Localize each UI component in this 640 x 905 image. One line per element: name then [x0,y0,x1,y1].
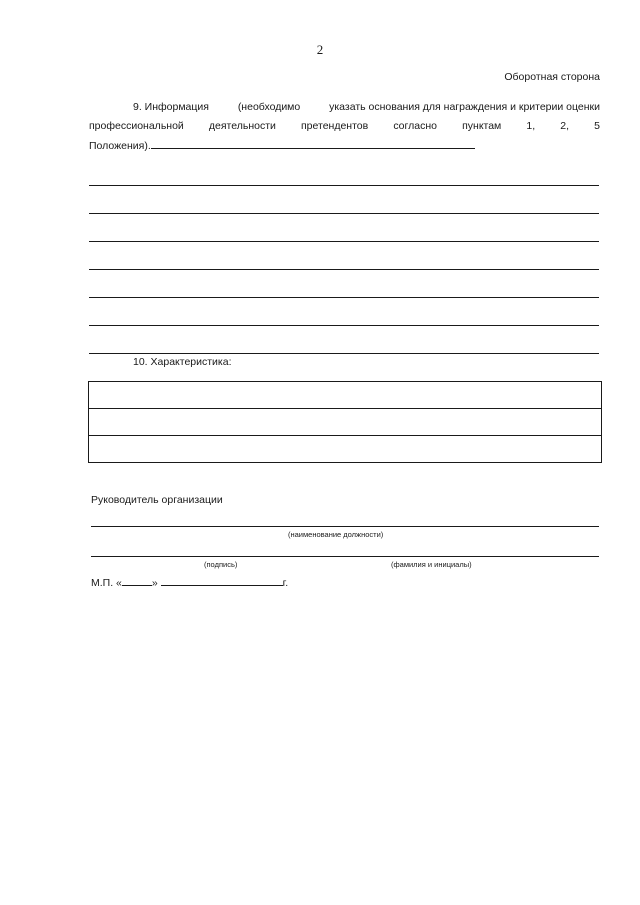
item-9-line-1 [89,98,600,117]
position-caption: (наименование должности) [288,530,384,539]
item-9-word: профессиональной [89,120,184,132]
table-row [89,436,602,463]
answer-line[interactable] [89,353,599,354]
item-9-word: согласно [393,120,437,132]
characteristic-cell[interactable] [89,382,602,409]
table-row [89,409,602,436]
item-9-information [89,98,600,156]
item-9-word: 9. Информация [133,101,209,113]
signature-name-line[interactable] [91,556,599,557]
item-9-line-2 [89,117,600,136]
signature-caption: (подпись) [204,560,238,569]
seal-prefix: М.П. « [91,577,122,589]
table-row [89,382,602,409]
item-9-word: указать основания для награждения и критерии оценки [329,101,600,113]
answer-line[interactable] [89,241,599,242]
name-caption: (фамилия и инициалы) [391,560,472,569]
day-field[interactable] [122,575,152,586]
seal-date-line [91,575,288,589]
answer-line[interactable] [89,297,599,298]
close-quote: » [151,577,158,589]
item-9-line-3 [89,136,600,156]
answer-line[interactable] [89,185,599,186]
item-9-word: 2, [560,120,569,132]
item-9-word: 1, [526,120,536,132]
item-9-word: претендентов [300,120,369,132]
year-suffix: г. [282,577,289,589]
position-line[interactable] [91,526,599,527]
characteristic-cell[interactable] [89,409,602,436]
item-9-word: (необходимо [237,101,301,113]
reverse-side-label: Оборотная сторона [504,71,600,83]
page-number: 2 [316,42,324,57]
item-9-word: Положения). [89,140,151,152]
answer-line[interactable] [89,213,599,214]
characteristic-cell[interactable] [89,436,602,463]
head-of-organization-label: Руководитель организации [91,494,223,506]
item-9-word: 5 [594,120,600,132]
item-10-label: 10. Характеристика: [133,356,232,368]
characteristic-table [88,381,602,463]
answer-line[interactable] [89,325,599,326]
month-year-field[interactable] [161,575,283,586]
item-9-word: пунктам [462,120,502,132]
item-9-word: деятельности [208,120,276,132]
item-9-blank-field[interactable] [151,136,475,149]
answer-line[interactable] [89,269,599,270]
